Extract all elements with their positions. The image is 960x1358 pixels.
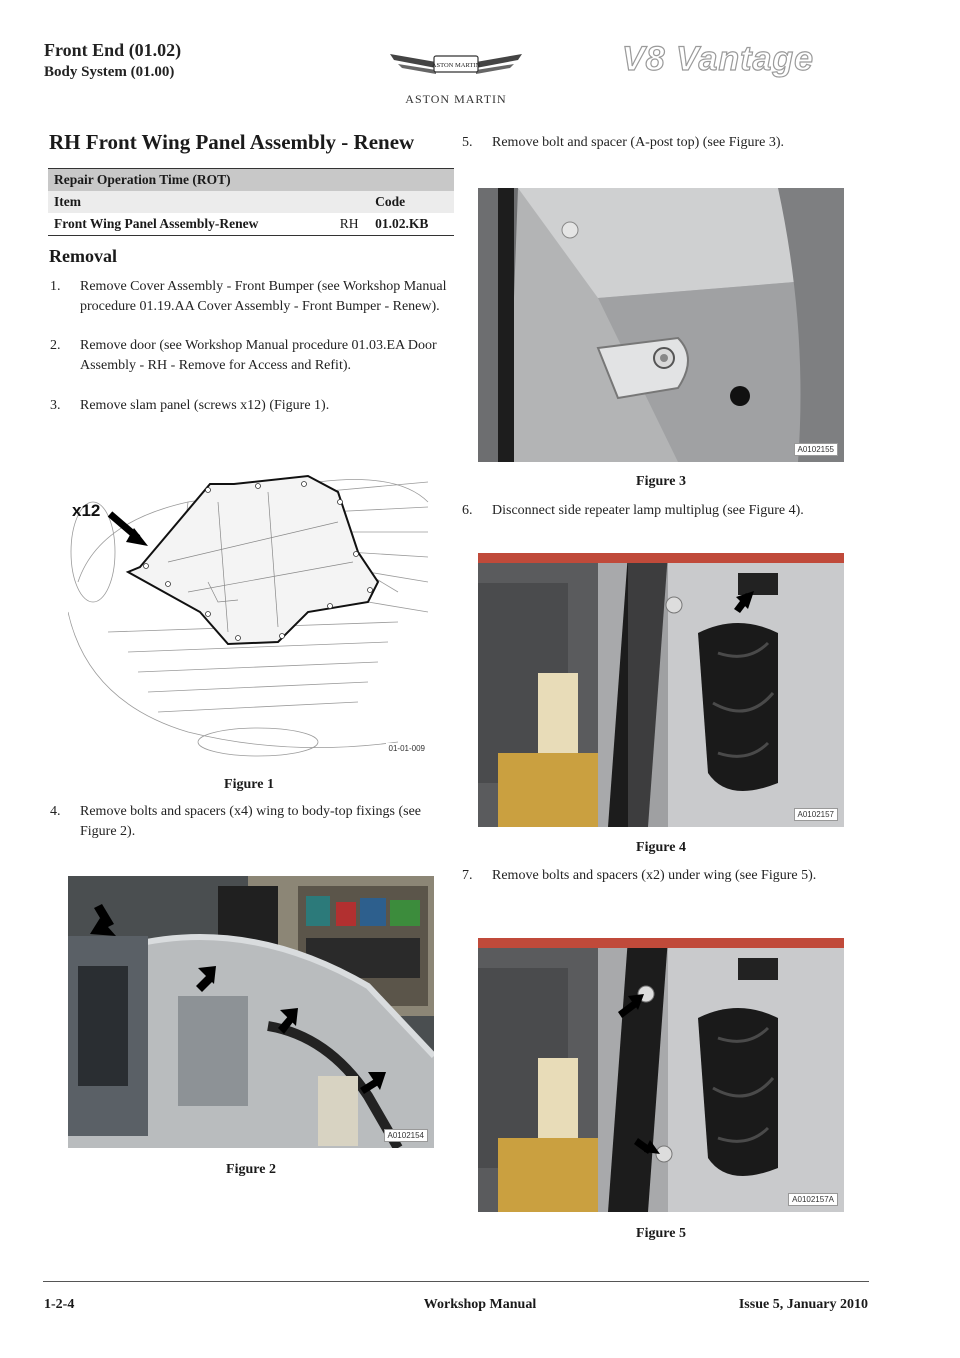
- step-number: 4.: [50, 804, 61, 819]
- step-4: [50, 802, 460, 842]
- step-text: Remove Cover Assembly - Front Bumper (see Workshop Manual procedure 01.19.AA Cover Assembly - Front Bumper - Renew).: [80, 279, 447, 314]
- footer-page: 1-2-4: [44, 1297, 75, 1312]
- step-text: Remove bolts and spacers (x4) wing to body-top fixings (see Figure 2).: [80, 804, 421, 839]
- rot-table: [48, 168, 454, 236]
- step-text: Remove door (see Workshop Manual procedure 01.03.EA Door Assembly - RH - Remove for Access and Refit).: [80, 338, 437, 373]
- step-number: 2.: [50, 338, 61, 353]
- figure-1-caption: Figure 1: [224, 777, 274, 792]
- header-system: Body System (01.00): [44, 64, 175, 80]
- figure-3-caption: Figure 3: [636, 474, 686, 489]
- figure-5-photo: [478, 938, 844, 1212]
- logo-text: ASTON MARTIN: [405, 92, 507, 106]
- footer-manual: Workshop Manual: [423, 1297, 537, 1312]
- page-title: RH Front Wing Panel Assembly - Renew: [49, 130, 415, 154]
- step-number: 3.: [50, 398, 61, 413]
- step-7: [462, 866, 872, 886]
- footer-rule: [43, 1281, 869, 1282]
- step-5: [462, 133, 872, 153]
- figure-5-caption: Figure 5: [636, 1226, 686, 1241]
- figure-4-caption: Figure 4: [636, 840, 686, 855]
- step-text: Disconnect side repeater lamp multiplug (see Figure 4).: [492, 503, 804, 518]
- rot-row-item: Front Wing Panel Assembly-Renew: [48, 213, 329, 236]
- figure-2-ref: A0102154: [384, 1129, 428, 1142]
- figure-4-photo: [478, 553, 844, 827]
- rot-row-code: 01.02.KB: [369, 213, 454, 236]
- logo-plate-text: ASTON MARTIN: [431, 62, 481, 69]
- header-section: Front End (01.02): [44, 40, 182, 60]
- step-number: 1.: [50, 279, 61, 294]
- footer-issue: Issue 5, January 2010: [738, 1297, 868, 1312]
- figure-1-ref: 01-01-009: [386, 743, 428, 754]
- step-number: 5.: [462, 135, 473, 150]
- step-text: Remove slam panel (screws x12) (Figure 1).: [80, 398, 330, 413]
- rot-col-code: Code: [369, 191, 454, 213]
- step-number: 7.: [462, 868, 473, 883]
- step-text: Remove bolts and spacers (x2) under wing (see Figure 5).: [492, 868, 817, 883]
- removal-heading: Removal: [49, 246, 117, 266]
- figure-5-ref: A0102157A: [788, 1193, 838, 1206]
- rot-col-item: Item: [48, 191, 329, 213]
- figure-4-ref: A0102157: [794, 808, 838, 821]
- figure-2-caption: Figure 2: [226, 1162, 276, 1177]
- figure-2-photo: [68, 876, 434, 1148]
- rot-heading: Repair Operation Time (ROT): [48, 169, 454, 192]
- step-text: Remove bolt and spacer (A-post top) (see Figure 3).: [492, 135, 784, 150]
- figure-3-photo: [478, 188, 844, 462]
- brand-wordmark: V8 Vantage: [622, 40, 815, 78]
- step-3: [50, 396, 460, 416]
- step-1: [50, 277, 460, 317]
- step-6: [462, 501, 872, 521]
- figure-1-drawing: [68, 462, 430, 760]
- step-2: [50, 336, 460, 376]
- step-number: 6.: [462, 503, 473, 518]
- figure-3-ref: A0102155: [794, 443, 838, 456]
- rot-row-side: RH: [329, 213, 369, 236]
- figure-1-callout: x12: [72, 501, 101, 520]
